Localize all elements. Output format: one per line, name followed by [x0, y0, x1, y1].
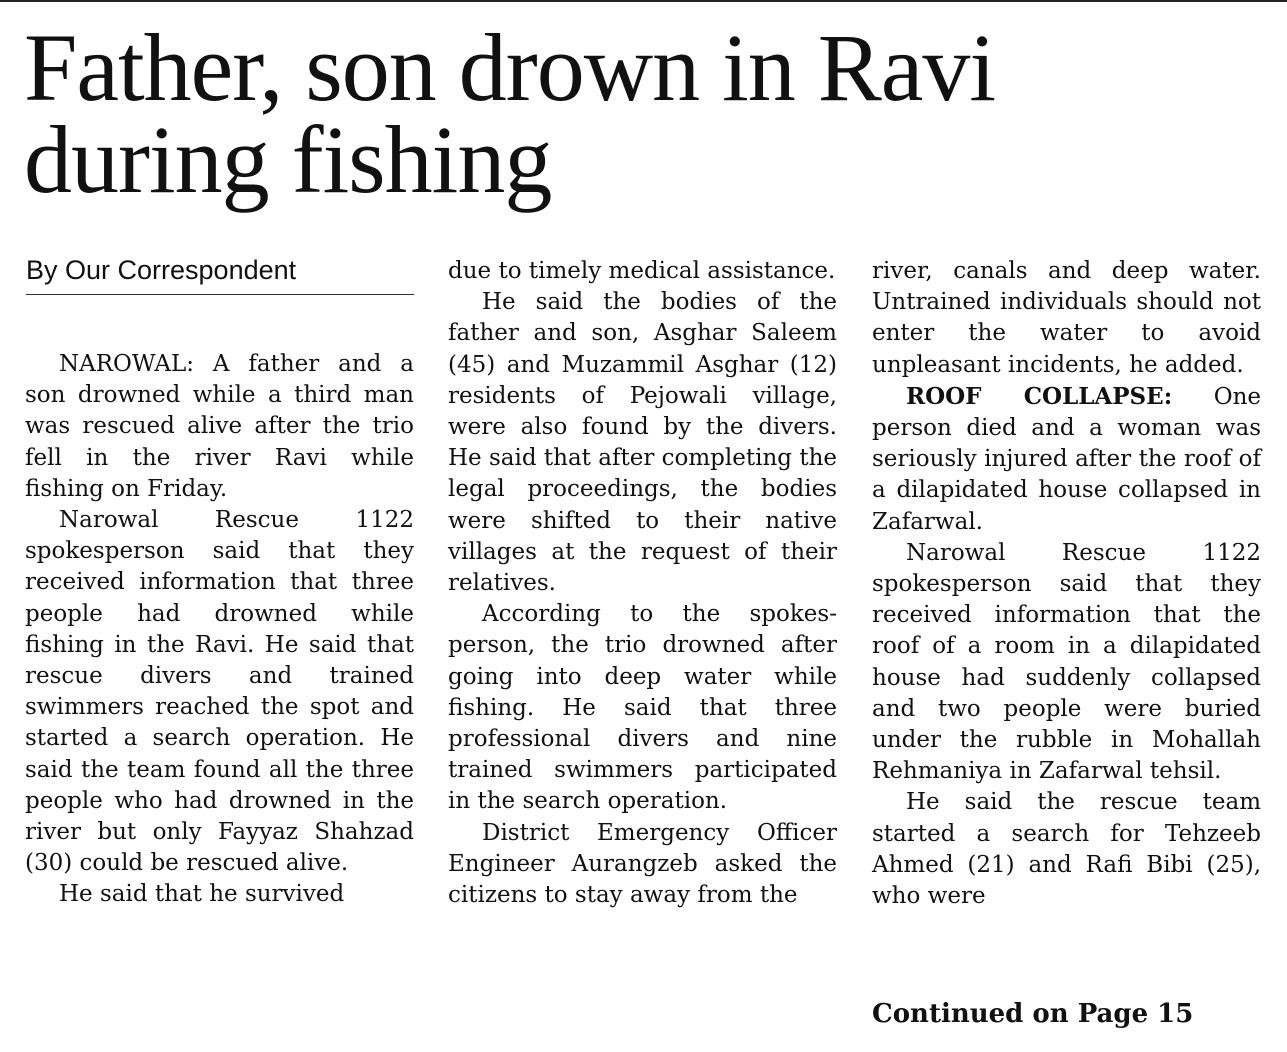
paragraph: NAROWAL: A father and a son drowned while a third man was rescued alive after the trio fell in the river Ravi while fishing on Friday.	[25, 351, 414, 502]
article-column-2	[448, 256, 837, 911]
paragraph: He said that he survived	[59, 881, 345, 908]
paragraph: due to timely medical assistance.	[448, 258, 836, 284]
article-column-3	[872, 256, 1261, 912]
paragraph: Narowal Rescue 1122 spokesperson said that they received information that three people had drowned while fishing in the Ravi. He said that rescue divers and trained swimmers reached the spot and started a search operation. He said the team found all the three people who had drowned in the river but only Fayyaz Shahzad (30) could be rescued alive.	[25, 507, 414, 877]
top-rule	[0, 0, 1287, 2]
article-column-1	[25, 349, 414, 911]
paragraph: river, canals and deep water. Untrained individuals should not enter the water to avoid unpleasant incidents, he added.	[872, 258, 1261, 378]
subhead-roof-collapse: ROOF COLLAPSE:	[906, 382, 1173, 410]
paragraph: According to the spokesperson, the trio drowned after going into deep water while fishing. He said that three professional divers and nine trained swimmers participated in the search operation.	[448, 601, 837, 815]
paragraph: He said the bodies of the father and son, Asghar Saleem (45) and Muzammil Asghar (12) residents of Pejowali village, were also found by the divers. He said that after completing the legal proceedings, the bodies were shifted to their native villages at the request of their relatives.	[448, 289, 837, 597]
headline	[24, 14, 1274, 213]
continued-on-page: Continued on Page 15	[872, 999, 1194, 1029]
byline: By Our Correspondent	[26, 252, 414, 295]
paragraph: Narowal Rescue 1122 spokesperson said that they received information that the roof of a room in a dilapidated house had suddenly collapsed and two people were buried under the rubble in Mohallah Rehmaniya in Zafarwal tehsil.	[872, 539, 1261, 785]
paragraph: District Emergency Officer Engineer Aurangzeb asked the citizens to stay away from the	[448, 819, 837, 909]
paragraph: He said the rescue team started a search for Tehzeeb Ahmed (21) and Rafi Bibi (25), who were	[872, 789, 1261, 910]
headline-line-2: during fishing	[24, 106, 552, 213]
paragraph	[872, 381, 1261, 538]
paragraph-text: One person died and a woman was seriously injured after the roof of a dilapidated house collapsed in Zafarwal.	[872, 383, 1261, 535]
headline-line-1: Father, son drown in Ravi	[24, 14, 996, 121]
